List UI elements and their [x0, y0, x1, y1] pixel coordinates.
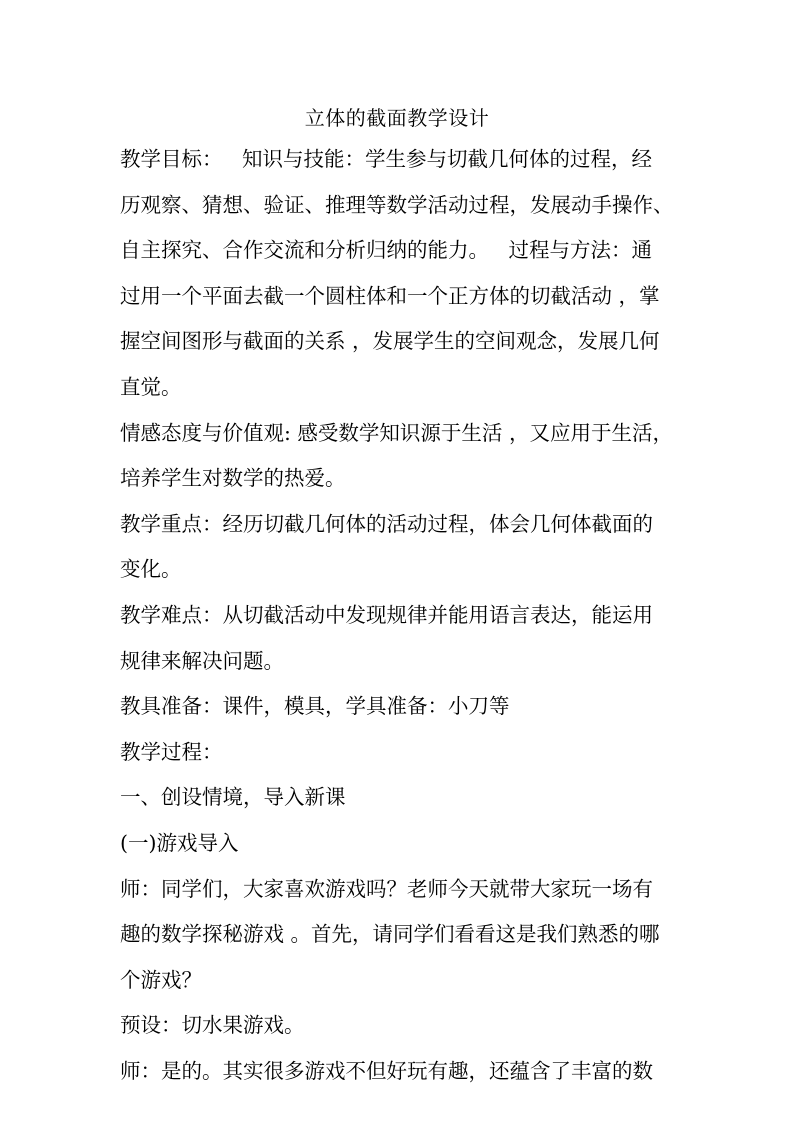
- document-body: [120, 137, 676, 1094]
- text-line: 师：同学们，大家喜欢游戏吗？老师今天就带大家玩一场有: [120, 876, 653, 901]
- document-title: 立体的截面教学设计: [304, 106, 490, 130]
- text-line: 预设：切水果游戏。: [120, 1013, 305, 1038]
- text-line: 历观察、猜想、验证、推理等数学活动过程，发展动手操作、: [120, 192, 674, 217]
- text-line: 教学重点：经历切截几何体的活动过程，体会几何体截面的: [120, 511, 653, 536]
- text-line: 握空间图形与截面的关系 ，发展学生的空间观念，发展几何: [120, 329, 660, 354]
- text-line: 教学过程：: [120, 739, 223, 764]
- text-line: 培养学生对数学的热爱。: [120, 466, 346, 491]
- text-line: 过用一个平面去截一个圆柱体和一个正方体的切截活动 ，掌: [120, 283, 660, 308]
- text-line: 自主探究、合作交流和分析归纳的能力。 过程与方法：通: [120, 238, 653, 263]
- text-line: 趣的数学探秘游戏 。首先，请同学们看看这是我们熟悉的哪: [120, 922, 660, 947]
- text-line: 教具准备：课件，模具，学具准备：小刀等: [120, 694, 510, 719]
- text-line: 一、创设情境，导入新课: [120, 785, 346, 810]
- text-line: 教学目标： 知识与技能：学生参与切截几何体的过程，经: [120, 147, 653, 171]
- text-line: 规律来解决问题。: [120, 648, 284, 673]
- text-line: (一)游戏导入: [120, 830, 239, 855]
- text-line: 师：是的。其实很多游戏不但好玩有趣，还蕴含了丰富的数: [120, 1058, 653, 1083]
- text-line: 情感态度与价值观: 感受数学知识源于生活 ，又应用于生活，: [120, 420, 673, 445]
- text-line: 教学难点：从切截活动中发现规律并能用语言表达，能运用: [120, 602, 653, 627]
- text-line: 变化。: [120, 557, 182, 582]
- text-line: 直觉。: [120, 374, 182, 399]
- text-line: 个游戏？: [120, 967, 202, 992]
